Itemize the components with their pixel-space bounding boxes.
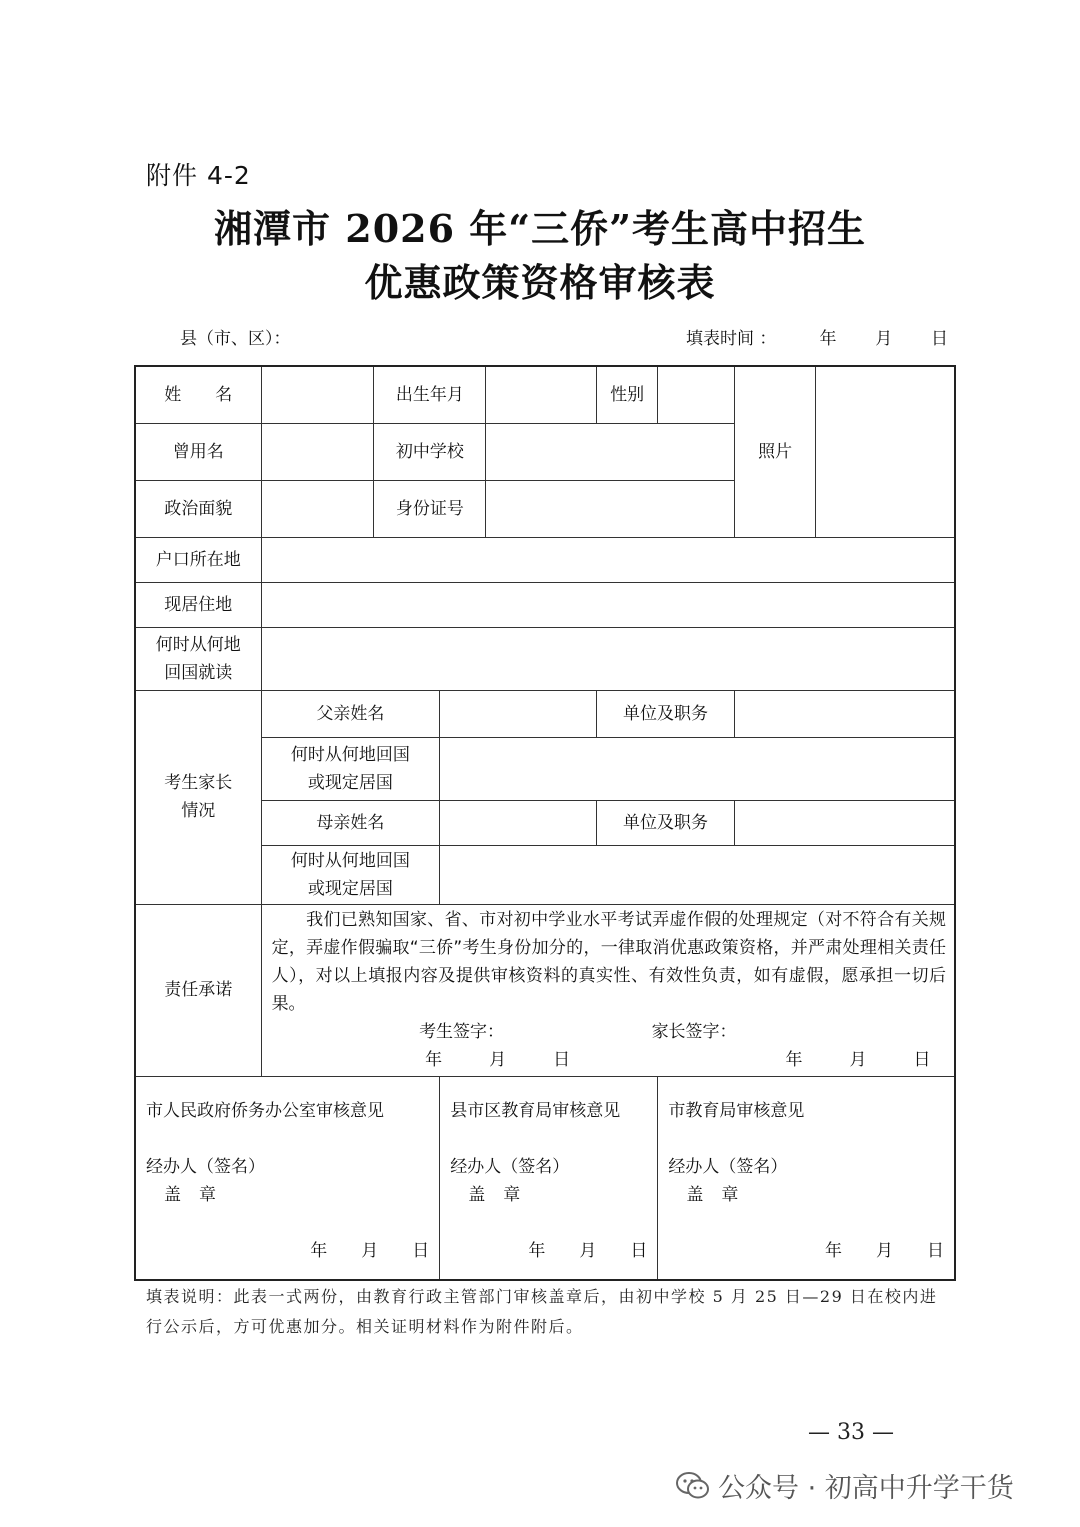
student-sign-label[interactable]: 考生签字： <box>419 1022 505 1042</box>
review-city-edu-year: 年 <box>825 1240 842 1261</box>
student-sign-day: 日 <box>553 1050 571 1070</box>
father-return-label-line1: 何时从何地回国 <box>290 744 410 765</box>
review-county-edu-date <box>494 1237 647 1265</box>
parent-sign-date <box>762 1046 954 1074</box>
father-return-label <box>261 737 440 800</box>
mother-return-label-line2: 或现定居国 <box>307 878 393 899</box>
pledge-date-row <box>262 1046 954 1074</box>
review-overseas-title: 市人民政府侨务办公室审核意见 <box>146 1100 384 1121</box>
year-label: 年 <box>819 329 837 349</box>
document-title-line1: 湘潭市 2026 年“三侨”考生高中招生 <box>214 206 866 251</box>
review-overseas-month: 月 <box>361 1240 379 1261</box>
middle-school-label: 初中学校 <box>374 423 486 480</box>
mother-return-field[interactable] <box>440 845 955 904</box>
wechat-icon <box>676 1471 710 1501</box>
parent-sign-label[interactable]: 家长签字： <box>651 1022 737 1042</box>
review-city-edu-date <box>791 1237 944 1265</box>
former-name-label: 曾用名 <box>135 423 261 480</box>
photo-cell[interactable]: 照片 <box>735 366 816 537</box>
return-info-label <box>135 627 261 690</box>
parents-label-line2: 情况 <box>181 801 216 821</box>
document-title-line2: 优惠政策资格审核表 <box>364 260 716 305</box>
former-name-field[interactable] <box>261 423 374 480</box>
return-info-field[interactable] <box>261 627 955 690</box>
father-return-field[interactable] <box>440 737 955 800</box>
parent-sign-year: 年 <box>785 1050 803 1070</box>
parents-label <box>135 690 261 904</box>
review-county-edu-title: 县市区教育局审核意见 <box>450 1100 621 1121</box>
fill-time <box>686 324 948 349</box>
mother-work-field[interactable] <box>735 800 955 845</box>
mother-name-label: 母亲姓名 <box>261 800 440 845</box>
father-work-label: 单位及职务 <box>596 690 734 737</box>
review-county-edu-handler: 经办人（签名） <box>450 1156 570 1177</box>
watermark <box>676 1466 1014 1505</box>
review-overseas-year: 年 <box>310 1240 328 1261</box>
review-city-edu[interactable] <box>658 1076 955 1280</box>
residence-field[interactable] <box>261 582 955 627</box>
review-city-edu-seal: 盖章 <box>686 1184 757 1205</box>
parent-sign-day: 日 <box>913 1050 931 1070</box>
return-info-label-line1: 何时从何地 <box>155 634 241 655</box>
political-status-label: 政治面貌 <box>135 480 261 537</box>
review-overseas-day: 日 <box>412 1240 430 1261</box>
parents-label-line1: 考生家长 <box>164 773 233 793</box>
review-city-edu-title: 市教育局审核意见 <box>668 1100 805 1121</box>
student-sign-date <box>402 1046 762 1074</box>
review-county-edu-seal: 盖章 <box>468 1184 539 1205</box>
pledge-text: 我们已熟知国家、省、市对初中学业水平考试弄虚作假的处理规定（对不符合有关规定，弄虚作假骗取“三侨”考生身份加分的，一律取消优惠政策资格，并严肃处理相关责任人），对以上填报内容及提供审核资料的真实性、有效性负责，如有虚假，愿承担一切后果。 <box>271 910 946 1014</box>
review-overseas-seal: 盖章 <box>164 1184 234 1205</box>
mother-work-label: 单位及职务 <box>596 800 734 845</box>
day-label: 日 <box>931 329 949 349</box>
review-city-edu-handler: 经办人（签名） <box>668 1156 788 1177</box>
review-city-edu-day: 日 <box>927 1240 944 1261</box>
mother-name-field[interactable] <box>440 800 597 845</box>
gender-field[interactable] <box>658 366 735 423</box>
political-status-field[interactable] <box>261 480 374 537</box>
parent-sign-month: 月 <box>849 1050 867 1070</box>
review-county-edu[interactable] <box>440 1076 658 1280</box>
name-field[interactable] <box>261 366 374 423</box>
signature-row <box>262 1018 954 1046</box>
return-info-label-line2: 回国就读 <box>164 662 233 683</box>
gender-label: 性别 <box>596 366 657 423</box>
review-overseas-date <box>276 1237 429 1265</box>
mother-return-label <box>261 845 440 904</box>
review-county-edu-year: 年 <box>528 1240 546 1261</box>
review-overseas-office[interactable] <box>135 1076 440 1280</box>
pledge-label: 责任承诺 <box>135 904 261 1076</box>
household-field[interactable] <box>261 537 955 582</box>
county-label: 县（市、区）： <box>180 329 291 349</box>
pledge-cell <box>261 904 955 1076</box>
review-county-edu-month: 月 <box>579 1240 597 1261</box>
review-form-table <box>134 365 956 1281</box>
birth-field[interactable] <box>486 366 597 423</box>
id-number-field[interactable] <box>486 480 816 537</box>
review-overseas-handler: 经办人（签名） <box>146 1156 265 1177</box>
mother-return-label-line1: 何时从何地回国 <box>290 850 410 871</box>
watermark-text: 公众号 · 初高中升学干货 <box>718 1473 1014 1504</box>
month-label: 月 <box>875 329 893 349</box>
household-label: 户口所在地 <box>135 537 261 582</box>
father-return-label-line2: 或现定居国 <box>307 772 393 793</box>
review-county-edu-day: 日 <box>630 1240 648 1261</box>
fill-instructions: 填表说明：此表一式两份，由教育行政主管部门审核盖章后，由初中学校 5 月 25 日—29 日在校内进行公示后，方可优惠加分。相关证明材料作为附件附后。 <box>146 1287 938 1336</box>
student-sign-month: 月 <box>489 1050 507 1070</box>
name-label: 姓 名 <box>135 366 261 423</box>
page-number: — 33 — <box>808 1420 894 1445</box>
student-sign-year: 年 <box>425 1050 443 1070</box>
id-number-label: 身份证号 <box>374 480 486 537</box>
residence-label: 现居住地 <box>135 582 261 627</box>
review-city-edu-month: 月 <box>876 1240 893 1261</box>
attachment-label: 附件 4-2 <box>146 161 251 190</box>
fill-time-label: 填表时间 ： <box>686 329 777 349</box>
father-name-field[interactable] <box>440 690 597 737</box>
father-name-label: 父亲姓名 <box>261 690 440 737</box>
birth-label: 出生年月 <box>374 366 486 423</box>
father-work-field[interactable] <box>735 690 955 737</box>
